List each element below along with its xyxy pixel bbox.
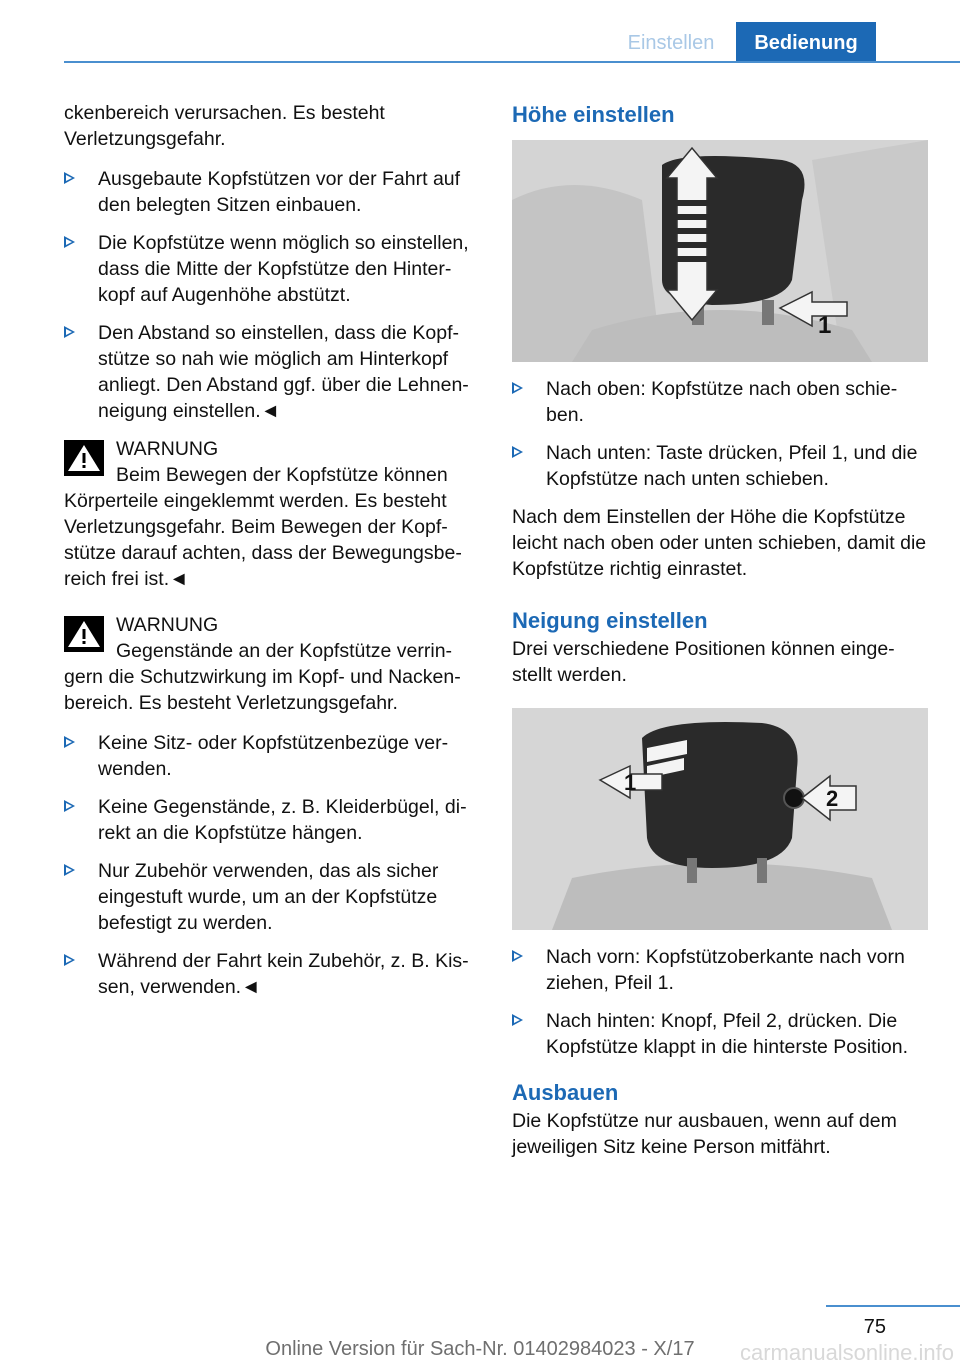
bullet-list-1: [64, 166, 484, 424]
list-item: [512, 440, 930, 492]
list-item-text: Keine Gegenstände, z. B. Kleiderbügel, di‐rekt an die Kopfstütze hängen.: [98, 796, 467, 844]
list-item: [512, 1008, 930, 1060]
list-item-text: Nach oben: Kopfstütze nach oben schie‐ben.: [546, 378, 898, 426]
list-item: [512, 944, 930, 996]
ausbauen-paragraph: Die Kopfstütze nur ausbauen, wenn auf dem jeweiligen Sitz keine Person mitfährt.: [512, 1110, 897, 1158]
warning-text: gern die Schutzwirkung im Kopf- und Nacken‐bereich. Es besteht Verletzungsgefahr.: [64, 666, 461, 714]
warning-block-2: [64, 612, 484, 716]
list-item: [64, 858, 484, 936]
neigung-paragraph: Drei verschiedene Positionen können einge‐stellt werden.: [512, 638, 895, 686]
headrest-tilt-figure: [512, 708, 928, 930]
list-item: [64, 230, 484, 308]
triangle-bullet-icon: [64, 236, 75, 248]
list-item: [64, 166, 484, 218]
triangle-bullet-icon: [64, 736, 75, 748]
hoehe-paragraph: Nach dem Einstellen der Höhe die Kopfstütze leicht nach oben oder unten schieben, damit die Kopfstütze richtig einrastet.: [512, 506, 927, 580]
neigung-bullets: [512, 944, 930, 1060]
triangle-bullet-icon: [64, 954, 75, 966]
tab-bedienung[interactable]: Bedienung: [736, 22, 876, 63]
warning-block-1: [64, 436, 484, 592]
list-item: [512, 376, 930, 428]
heading-ausbauen: Ausbauen: [512, 1080, 619, 1105]
warning-text: Körperteile eingeklemmt werden. Es besteht Verletzungsgefahr. Beim Bewegen der Kopf‐stütze darauf achten, dass der Bewegungsbe‐reich frei ist.◄: [64, 490, 462, 590]
list-item-text: Die Kopfstütze wenn möglich so einstellen, dass die Mitte der Kopfstütze den Hinter‐kopf auf Augenhöhe abstützt.: [98, 232, 469, 306]
list-item-text: Nach unten: Taste drücken, Pfeil 1, und die Kopfstütze nach unten schieben.: [546, 442, 918, 490]
warning-title: WARNUNG: [116, 614, 219, 636]
fig2-label-1: 1: [624, 770, 637, 795]
watermark: carmanualsonline.info: [739, 1340, 954, 1365]
online-version-text: Online Version für Sach-Nr. 01402984023 - X/17: [265, 1338, 695, 1360]
headrest-tilt-illustration: [512, 708, 928, 930]
triangle-bullet-icon: [512, 950, 523, 962]
footer-rule: [826, 1305, 960, 1307]
hoehe-bullets: [512, 376, 930, 492]
warning-text-first: Gegenstände an der Kopfstütze verrin‐: [116, 640, 453, 662]
triangle-bullet-icon: [64, 800, 75, 812]
triangle-bullet-icon: [64, 326, 75, 338]
list-item-text: Während der Fahrt kein Zubehör, z. B. Kis‐sen, verwenden.◄: [98, 950, 469, 998]
triangle-bullet-icon: [64, 172, 75, 184]
page-number: 75: [863, 1316, 886, 1338]
fig1-label-1: 1: [818, 312, 832, 339]
warning-icon: [64, 616, 104, 652]
warning-text-first: Beim Bewegen der Kopfstütze können: [116, 464, 448, 486]
right-column: [512, 100, 930, 1174]
list-item: [64, 948, 484, 1000]
warning-title: WARNUNG: [116, 438, 219, 460]
triangle-bullet-icon: [512, 1014, 523, 1026]
list-item: [64, 730, 484, 782]
heading-hoehe: Höhe einstellen: [512, 102, 675, 127]
fig2-label-2: 2: [826, 786, 839, 811]
triangle-bullet-icon: [512, 382, 523, 394]
list-item-text: Keine Sitz- oder Kopfstützenbezüge ver‐wenden.: [98, 732, 449, 780]
list-item: [64, 794, 484, 846]
list-item-text: Nach hinten: Knopf, Pfeil 2, drücken. Die Kopfstütze klappt in die hinterste Position.: [546, 1010, 909, 1058]
list-item-text: Nur Zubehör verwenden, das als sicher eingestuft wurde, um an der Kopfstütze befestigt zu werden.: [98, 860, 439, 934]
intro-text: ckenbereich verursachen. Es besteht Verletzungsgefahr.: [64, 102, 385, 150]
bullet-list-2: [64, 730, 484, 1000]
triangle-bullet-icon: [512, 446, 523, 458]
tab-einstellen[interactable]: Einstellen: [627, 32, 715, 54]
header-rule: [64, 61, 960, 63]
heading-neigung: Neigung einstellen: [512, 608, 708, 633]
list-item-text: Ausgebaute Kopfstützen vor der Fahrt auf den belegten Sitzen einbauen.: [98, 168, 461, 216]
triangle-bullet-icon: [64, 864, 75, 876]
left-column: [64, 100, 484, 1012]
list-item-text: Nach vorn: Kopfstützoberkante nach vorn ziehen, Pfeil 1.: [546, 946, 905, 994]
warning-icon: [64, 440, 104, 476]
headrest-height-illustration: [512, 140, 928, 362]
list-item-text: Den Abstand so einstellen, dass die Kopf‐stütze so nah wie möglich am Hinterkopf anliegt. Den Abstand ggf. über die Lehnen‐neigung einstellen.◄: [98, 322, 469, 422]
list-item: [64, 320, 484, 424]
headrest-height-figure: [512, 140, 928, 362]
